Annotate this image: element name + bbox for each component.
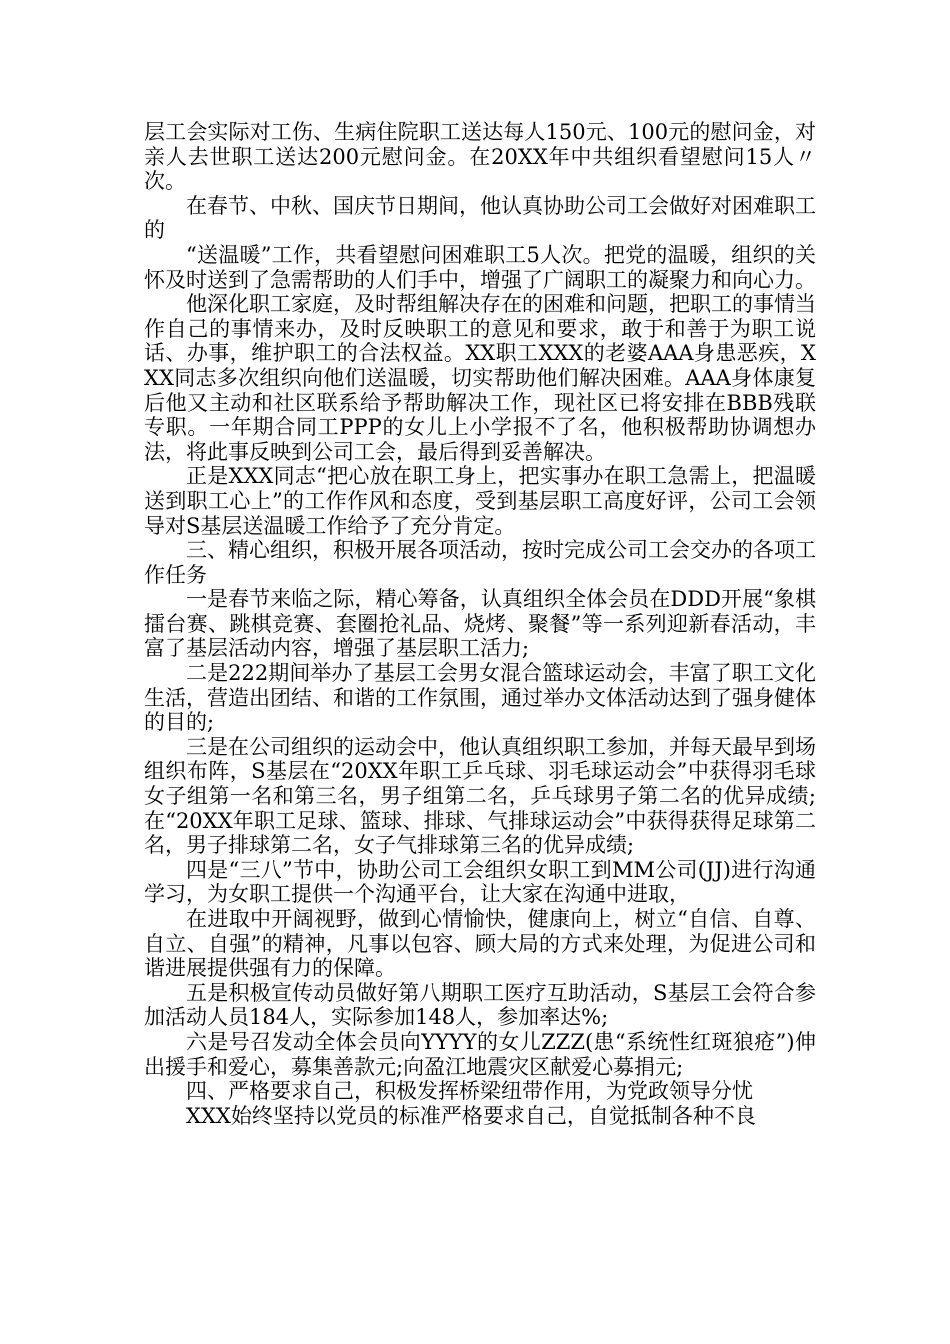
paragraph-7: 一是春节来临之际，精心筹备，认真组织全体会员在DDD开展“象棋擂台赛、跳棋竞赛、套圈抢礼品、烧烤、聚餐”等一系列迎新春活动，丰富了基层活动内容，增强了基层职工活力;	[144, 587, 816, 661]
section-heading-3: 三、精心组织，积极开展各项活动，按时完成公司工会交办的各项工作任务	[144, 538, 816, 587]
paragraph-10: 四是“三八”节中，协助公司工会组织女职工到MM公司(JJ)进行沟通学习，为女职工提供一个沟通平台，让大家在沟通中进取，	[144, 857, 816, 907]
paragraph-4: 他深化职工家庭，及时帮组解决存在的困难和问题，把职工的事情当作自己的事情来办，及时反映职工的意见和要求，敢于和善于为职工说话、办事，维护职工的合法权益。XX职工XXX的老婆AAA身患恶疾，XXX同志多次组织向他们送温暖，切实帮助他们解决困难。AAA身体康复后他又主动和社区联系给予帮助解决工作，现社区已将安排在BBB残联专职。一年期合同工PPP的女儿上小学报不了名，他积极帮助协调想办法，将此事反映到公司工会，最后得到妥善解决。	[144, 292, 816, 464]
paragraph-11: 在进取中开阔视野，做到心情愉快，健康向上，树立“自信、自尊、自立、自强”的精神，凡事以包容、顾大局的方式来处理，为促进公司和谐进展提供强有力的保障。	[144, 907, 816, 981]
paragraph-1: 层工会实际对工伤、生病住院职工送达每人150元、100元的慰问金，对亲人去世职工送达200元慰问金。在20XX年中共组织看望慰问15人〃次。	[144, 120, 816, 194]
paragraph-12: 五是积极宣传动员做好第八期职工医疗互助活动，S基层工会符合参加活动人员184人，实际参加148人，参加率达%;	[144, 980, 816, 1030]
paragraph-5: 正是XXX同志“把心放在职工身上，把实事办在职工急需上，把温暖送到职工心上”的工作作风和态度，受到基层职工高度好评，公司工会领导对S基层送温暖工作给予了充分肯定。	[144, 464, 816, 538]
section-heading-4: 四、严格要求自己，积极发挥桥梁纽带作用，为党政领导分忧	[186, 1079, 753, 1104]
paragraph-9: 三是在公司组织的运动会中，他认真组织职工参加，并每天最早到场组织布阵，S基层在“20XX年职工乒乓球、羽毛球运动会”中获得羽毛球女子组第一名和第三名，男子组第二名，乒乓球男子第二名的优异成绩;在“20XX年职工足球、篮球、排球、气排球运动会”中获得获得足球第二名，男子排球第二名，女子气排球第三名的优异成绩;	[144, 734, 816, 858]
paragraph-13: 六是号召发动全体会员向YYYY的女儿ZZZ(患“系统性红斑狼疮”)伸出援手和爱心，募集善款元;向盈江地震灾区献爱心募捐元;	[144, 1029, 816, 1079]
document-body	[144, 120, 816, 1128]
paragraph-3: “送温暖”工作，共看望慰问困难职工5人次。把党的温暖，组织的关怀及时送到了急需帮助的人们手中，增强了广阔职工的凝聚力和向心力。	[144, 242, 816, 292]
paragraph-2: 在春节、中秋、国庆节日期间，他认真协助公司工会做好对困难职工的	[144, 193, 816, 243]
paragraph-8: 二是222期间举办了基层工会男女混合篮球运动会，丰富了职工文化生活，营造出团结、和谐的工作氛围，通过举办文体活动达到了强身健体的目的;	[144, 661, 816, 735]
paragraph-15: XXX始终坚持以党员的标准严格要求自己，自觉抵制各种不良	[186, 1103, 756, 1128]
